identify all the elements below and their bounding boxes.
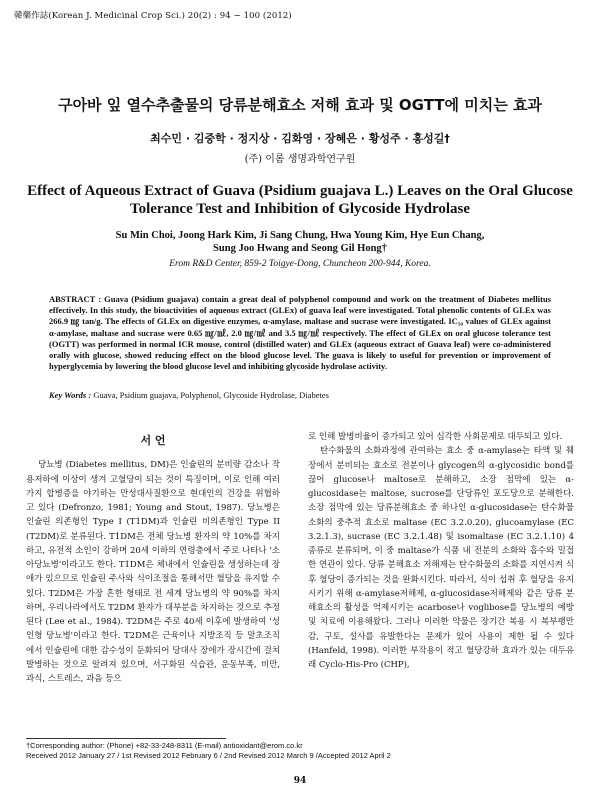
journal-header: 韓藥作誌(Korean J. Medicinal Crop Sci.) 20(2) : 94 − 100 (2012) <box>14 11 292 21</box>
english-authors <box>60 229 540 255</box>
section-heading: 서 언 <box>140 434 166 447</box>
english-title-line1: Effect of Aqueous Extract of Guava (Psidium guajava L.) Leaves on the Oral Glucose <box>27 183 573 199</box>
korean-title: 구아바 잎 열수추출물의 당류분해효소 저해 효과 및 OGTT에 미치는 효과 <box>58 96 542 114</box>
footnote <box>26 741 566 761</box>
corresponding-author: †Corresponding author: (Phone) +82-33-248-8311 (E-mail) antioxidant@erom.co.kr <box>26 741 303 750</box>
paragraph: 당뇨병 (Diabetes mellitus, DM)은 인슐린의 분비량 감소나 작용저하에 이상이 생겨 고혈당이 되는 것이 특징이며, 이로 인해 여러 가지 합병증을 야기하는 만성대사질환으로 현대인의 건강을 위협하고 있다 (Defronzo, 1981; Young and Stout, 1987). 당뇨병은 인슐린 의존형인 Type I (T1DM)과 인슐린 비의존형인 Type II (T2DM)로 분류된다. T1DM은 전체 당뇨병 환자의 약 10%를 차지하고, 유전적 소인이 강하며 20세 이하의 연령층에서 주로 나타나 '소아당뇨병'이라고도 한다. T1DM은 체내에서 인슐린을 생성하는데 장애가 있으므로 인슐린 주사와 식이조절을 통해서만 혈당을 유지할 수 있다. T2DM은 가장 흔한 형태로 전 세계 당뇨병의 약 90%를 차지하며, 우리나라에서도 T2DM 환자가 대부분을 차지하는 것으로 추정된다 (Lee et al., 1984). T2DM은 주로 40세 이후에 발생하여 '성인형 당뇨병'이라고 한다. T2DM은 근육이나 지방조직 등 말초조직에서 인슐린에 대한 감수성이 둔화되어 당대사 장애가 장시간에 걸쳐 발병하는 것으로 알려져 있으며, 서구화된 식습관, 운동부족, 비만, 과식, 스트레스, 과음 등으 <box>26 460 280 684</box>
received-dates: Received 2012 January 27 / 1st Revised 2012 February 6 / 2nd Revised 2012 March 9 /Accepted 2012 April 2 <box>26 751 391 760</box>
english-title-line2: Tolerance Test and Inhibition of Glycoside Hydrolase <box>129 201 471 217</box>
english-authors-line2: Sung Joo Hwang and Seong Gil Hong† <box>213 243 387 254</box>
korean-authors: 최수민 · 김중학 · 정지상 · 김화영 · 장혜은 · 황성주 · 홍성길† <box>150 132 450 145</box>
english-authors-line1: Su Min Choi, Joong Hark Kim, Ji Sang Chung, Hwa Young Kim, Hye Eun Chang, <box>115 230 485 241</box>
paragraph: 탄수화물의 소화과정에 관여하는 효소 중 α-amylase는 타액 및 췌장에서 분비되는 효소로 전분이나 glycogen의 α-glycosidic bond를 끊어 glucose나 maltose로 분해하고, 소장 점막에 있는 α-glucosidase는 maltose, sucrose를 단당류인 포도당으로 분해한다. 소장 점막에 있는 당류분해효소 중 하나인 α-glucosidase는 탄수화물 소화의 중추적 효소로 maltase (EC 3.2.0.20), glucoamylase (EC 3.2.1.3), sucrase (EC 3.2.1.48) 및 isomaltase (EC 3.2.1.10) 4종류로 분류되며, 이 중 maltase가 식품 내 전분의 소화와 흡수와 밀접한 연관이 있다. 당류 분해효소 저해제는 탄수화물의 소화를 지연시켜 식후 혈당이 증가되는 것을 완화시킨다. 따라서, 식이 섭취 후 혈당을 유지시키기 위해 α-amylase저해제, α-glucosidase저해제와 같은 당류 분해효소의 활성을 억제시키는 acarbose나 voglibose를 당뇨병의 예방 및 치료에 이용해왔다. 그러나 이러한 약물은 장기간 복용 시 복부팽만감, 구토, 설사를 유발한다는 문제가 있어 사용이 제한 될 수 있다 (Hanfeld, 1998). 이러한 부작용이 적고 혈당강하 효과가 있는 대두유래 Cyclo-His-Pro (CHP), <box>308 446 574 670</box>
keywords-label: Key Words : <box>49 390 92 400</box>
english-title <box>20 182 580 218</box>
korean-affiliation: (주) 이롬 생명과학연구원 <box>244 154 356 165</box>
keywords-text: Guava, Psidium guajava, Polyphenol, Glycoside Hydrolase, Diabetes <box>91 390 329 400</box>
english-affiliation: Erom R&D Center, 859-2 Toigye-Dong, Chuncheon 200-944, Korea. <box>169 259 431 269</box>
footnote-divider <box>26 738 226 739</box>
body-column-left <box>26 434 280 686</box>
abstract: ABSTRACT : Guava (Psidium guajava) contain a great deal of polyphenol compound and work on the treatment of Diabetes mellitus effectively. In this study, the bioactivities of aqueous extract (GLEx) of guava leaf were investigated. Total phenolic contents of GLEx was 266.9 ㎎ tan/g. The effects of GLEx on digestive enzymes, α-amylase, maltase and sucrase were investigated. IC₅₀ values of GLEx against α-amylase, maltase and sucrase were 0.65 ㎎/㎖, 2.0 ㎎/㎖ and 3.5 ㎎/㎖ respectively. The effect of GLEx on oral glucose tolerance test (OGTT) was performed in normal ICR mouse, control (distilled water) and GLEx (aqueous extract of Guava leaf) were co-administered orally with glucose, showed reducing effect on the blood glucose level. The guava is likely to useful for prevention or improvement of hyperglycemia by lowering the blood glucose level and inhibiting glycoside hydrolase activity. <box>49 294 551 372</box>
keywords <box>49 390 551 401</box>
paragraph: 로 인해 발병비율이 증가되고 있어 심각한 사회문제로 대두되고 있다. <box>308 432 563 442</box>
body-column-right <box>308 430 574 672</box>
page-number: 94 <box>293 776 307 786</box>
